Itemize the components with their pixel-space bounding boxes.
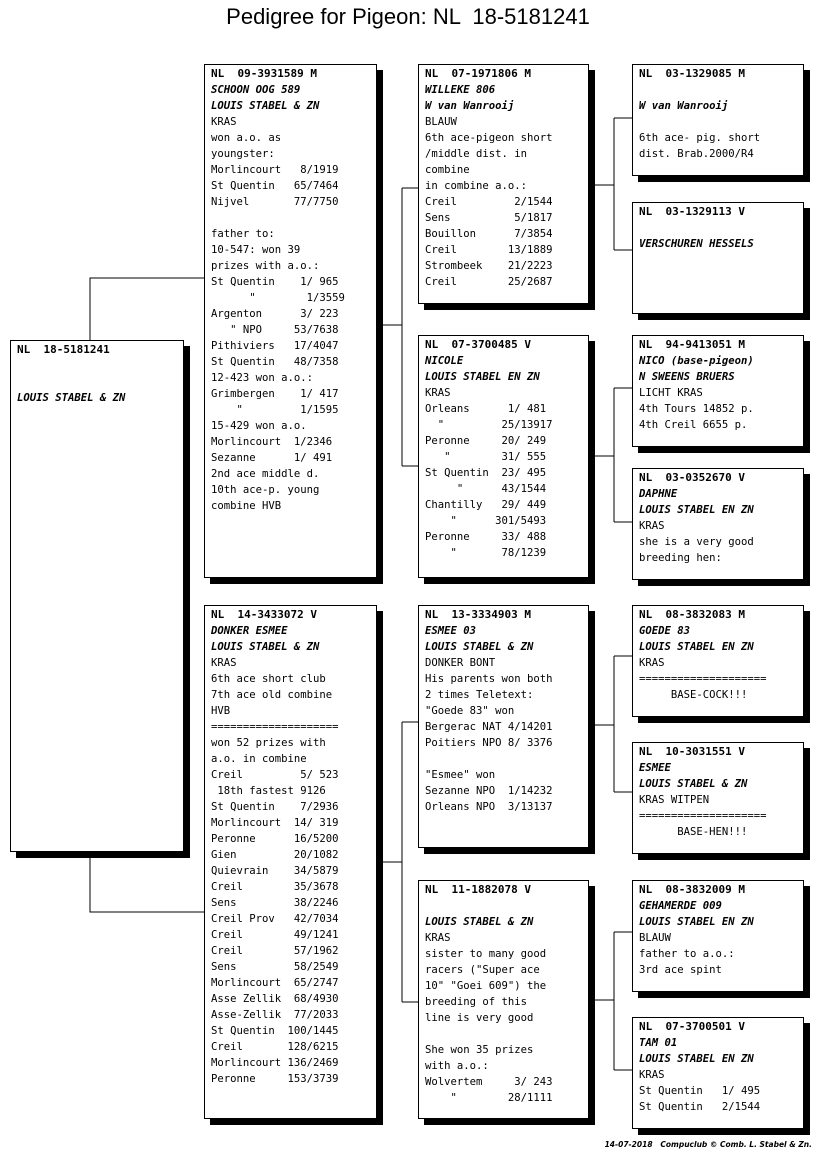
info-line: BASE-HEN!!!	[639, 826, 748, 838]
info-line: St Quentin 1/ 965	[211, 276, 339, 288]
ring-number: NL 14-3433072 V	[211, 608, 317, 621]
pedigree-card-sire	[204, 64, 377, 578]
info-line: Creil Prov 42/7034	[211, 913, 339, 925]
pigeon-name: SCHOON OOG 589	[211, 84, 301, 96]
owner-name: LOUIS STABEL EN ZN	[425, 371, 540, 383]
info-line: KRAS	[211, 657, 237, 669]
info-line: sister to many good	[425, 948, 547, 960]
pigeon-name: WILLEKE 806	[425, 84, 496, 96]
pedigree-card-dam-dam	[418, 880, 589, 1119]
info-line: KRAS	[639, 1069, 665, 1081]
info-line: Creil 128/6215	[211, 1041, 339, 1053]
pigeon-name: ESMEE 03	[425, 625, 477, 637]
info-line: 3rd ace spint	[639, 964, 722, 976]
page-title: Pedigree for Pigeon: NL 18-5181241	[226, 4, 590, 29]
ring-number: NL 07-3700485 V	[425, 338, 531, 351]
info-line: Asse Zellik 68/4930	[211, 993, 339, 1005]
info-line: Pithiviers 17/4047	[211, 340, 339, 352]
info-line: 4th Creil 6655 p.	[639, 419, 748, 431]
owner-name: N SWEENS BRUERS	[639, 371, 735, 383]
info-line: Creil 13/1889	[425, 244, 553, 256]
owner-name: VERSCHUREN HESSELS	[639, 238, 754, 250]
info-line: Sezanne 1/ 491	[211, 452, 333, 464]
info-line: 10-547: won 39	[211, 244, 301, 256]
pigeon-name: NICOLE	[425, 355, 464, 367]
owner-name: LOUIS STABEL & ZN	[425, 641, 534, 653]
info-line: KRAS	[639, 520, 665, 532]
pedigree-card-sire-sire	[418, 64, 589, 304]
pedigree-card-dam	[204, 605, 377, 1119]
info-line: Argenton 3/ 223	[211, 308, 339, 320]
info-line: Creil 49/1241	[211, 929, 339, 941]
owner-name: LOUIS STABEL & ZN	[17, 392, 126, 404]
pigeon-name: TAM 01	[639, 1037, 678, 1049]
info-line: Sezanne NPO 1/14232	[425, 785, 553, 797]
ring-number: NL 07-1971806 M	[425, 67, 531, 80]
pedigree-card-sire-dam	[418, 335, 589, 578]
pedigree-card-dam-sire	[418, 605, 589, 848]
pigeon-name: DONKER ESMEE	[211, 625, 288, 637]
info-line: "Goede 83" won	[425, 705, 515, 717]
info-line: His parents won both	[425, 673, 553, 685]
info-line: Peronne 33/ 488	[425, 531, 547, 543]
info-line: Sens 5/1817	[425, 212, 553, 224]
info-line: St Quentin 48/7358	[211, 356, 339, 368]
info-line: "Esmee" won	[425, 769, 496, 781]
spacer-line	[17, 374, 178, 390]
info-line: " 78/1239	[425, 547, 547, 559]
ring-number: NL 03-1329085 M	[639, 67, 745, 80]
pigeon-name: ESMEE	[639, 762, 671, 774]
info-line: Morlincourt 1/2346	[211, 436, 333, 448]
info-line: Morlincourt 14/ 319	[211, 817, 339, 829]
info-line: Bergerac NAT 4/14201	[425, 721, 553, 733]
info-line: Creil 57/1962	[211, 945, 339, 957]
info-line: racers ("Super ace	[425, 964, 540, 976]
info-line: 4th Tours 14852 p.	[639, 403, 754, 415]
info-line: 2nd ace middle d.	[211, 468, 320, 480]
info-line: St Quentin 65/7464	[211, 180, 339, 192]
info-line: father to:	[211, 228, 275, 240]
info-line	[211, 210, 371, 226]
info-line: Sens 38/2246	[211, 897, 339, 909]
info-line: combine HVB	[211, 500, 282, 512]
info-line: in combine a.o.:	[425, 180, 528, 192]
ring-number: NL 07-3700501 V	[639, 1020, 745, 1033]
owner-name: LOUIS STABEL EN ZN	[639, 916, 754, 928]
info-line: Orleans 1/ 481	[425, 403, 547, 415]
info-line: St Quentin 7/2936	[211, 801, 339, 813]
info-line: a.o. in combine	[211, 753, 307, 765]
info-line: father to a.o.:	[639, 948, 735, 960]
ring-number: NL 18-5181241	[17, 343, 110, 356]
pedigree-card-sire-sire-sire	[632, 64, 804, 176]
info-line: Peronne 16/5200	[211, 833, 339, 845]
info-line: Gien 20/1082	[211, 849, 339, 861]
info-line: breeding hen:	[639, 552, 722, 564]
info-line: ====================	[639, 810, 767, 822]
info-line: " NPO 53/7638	[211, 324, 339, 336]
owner-name: W van Wanrooij	[639, 100, 729, 112]
info-line: 10th ace-p. young	[211, 484, 320, 496]
pigeon-name	[639, 82, 798, 98]
owner-name: LOUIS STABEL & ZN	[639, 778, 748, 790]
info-line: HVB	[211, 705, 231, 717]
info-line: with a.o.:	[425, 1060, 489, 1072]
info-line: Quievrain 34/5879	[211, 865, 339, 877]
info-line: Strombeek 21/2223	[425, 260, 553, 272]
info-line: she is a very good	[639, 536, 754, 548]
info-line: KRAS	[639, 657, 665, 669]
footer-credit: 14-07-2018 Compuclub © Comb. L. Stabel & Zn.	[604, 1140, 812, 1149]
info-line: 6th ace- pig. short	[639, 132, 761, 144]
info-line: youngster:	[211, 148, 275, 160]
ring-number: NL 08-3832083 M	[639, 608, 745, 621]
info-line: won a.o. as	[211, 132, 282, 144]
info-line: Creil 5/ 523	[211, 769, 339, 781]
info-line: KRAS	[425, 932, 451, 944]
info-line: Nijvel 77/7750	[211, 196, 339, 208]
info-line: BASE-COCK!!!	[639, 689, 748, 701]
info-line: Creil 2/1544	[425, 196, 553, 208]
info-line: DONKER BONT	[425, 657, 496, 669]
info-line: " 301/5493	[425, 515, 547, 527]
info-line: " 28/1111	[425, 1092, 553, 1104]
pedigree-card-sire-dam-dam	[632, 468, 804, 580]
info-line: Morlincourt 65/2747	[211, 977, 339, 989]
ring-number: NL 10-3031551 V	[639, 745, 745, 758]
pedigree-card-sire-sire-dam	[632, 202, 804, 314]
info-line: Grimbergen 1/ 417	[211, 388, 339, 400]
pedigree-card-dam-dam-dam	[632, 1017, 804, 1129]
info-line: Morlincourt 8/1919	[211, 164, 339, 176]
ring-number: NL 08-3832009 M	[639, 883, 745, 896]
info-line	[425, 1026, 583, 1042]
info-line: " 43/1544	[425, 483, 547, 495]
info-line: " 1/1595	[211, 404, 339, 416]
owner-name: LOUIS STABEL EN ZN	[639, 504, 754, 516]
info-line: dist. Brab.2000/R4	[639, 148, 754, 160]
info-line: Bouillon 7/3854	[425, 228, 553, 240]
info-line: BLAUW	[639, 932, 671, 944]
info-line: KRAS WITPEN	[639, 794, 710, 806]
info-line: ====================	[211, 721, 339, 733]
ring-number: NL 11-1882078 V	[425, 883, 531, 896]
info-line: Poitiers NPO 8/ 3376	[425, 737, 553, 749]
info-line: 6th ace short club	[211, 673, 326, 685]
owner-name: LOUIS STABEL & ZN	[211, 100, 320, 112]
info-line: Peronne 20/ 249	[425, 435, 547, 447]
info-line: line is very good	[425, 1012, 534, 1024]
info-line: /middle dist. in	[425, 148, 528, 160]
info-line: 10" "Goei 609") the	[425, 980, 547, 992]
info-line: 15-429 won a.o.	[211, 420, 307, 432]
pedigree-card-dam-sire-sire	[632, 605, 804, 717]
pedigree-card-subject	[10, 340, 184, 852]
info-line: Sens 58/2549	[211, 961, 339, 973]
info-line: " 1/3559	[211, 292, 345, 304]
info-line: Morlincourt 136/2469	[211, 1057, 339, 1069]
info-line: Orleans NPO 3/13137	[425, 801, 553, 813]
info-line: Creil 35/3678	[211, 881, 339, 893]
info-line: Peronne 153/3739	[211, 1073, 339, 1085]
info-line: KRAS	[425, 387, 451, 399]
pigeon-name: GOEDE 83	[639, 625, 691, 637]
info-line: breeding of this	[425, 996, 528, 1008]
ring-number: NL 94-9413051 M	[639, 338, 745, 351]
info-line: 2 times Teletext:	[425, 689, 534, 701]
owner-name: LOUIS STABEL EN ZN	[639, 641, 754, 653]
info-line: LICHT KRAS	[639, 387, 703, 399]
pedigree-card-sire-dam-sire	[632, 335, 804, 447]
info-line	[425, 751, 583, 767]
info-line: Chantilly 29/ 449	[425, 499, 547, 511]
info-line: combine	[425, 164, 470, 176]
info-line: KRAS	[211, 116, 237, 128]
info-line: St Quentin 100/1445	[211, 1025, 339, 1037]
info-line: 7th ace old combine	[211, 689, 333, 701]
info-line: 6th ace-pigeon short	[425, 132, 553, 144]
info-line: 12-423 won a.o.:	[211, 372, 314, 384]
ring-number: NL 03-0352670 V	[639, 471, 745, 484]
info-line: 18th fastest 9126	[211, 785, 326, 797]
owner-name: LOUIS STABEL & ZN	[425, 916, 534, 928]
info-line: Creil 25/2687	[425, 276, 553, 288]
info-line: prizes with a.o.:	[211, 260, 320, 272]
pedigree-card-dam-dam-sire	[632, 880, 804, 992]
info-line: won 52 prizes with	[211, 737, 326, 749]
ring-number: NL 03-1329113 V	[639, 205, 745, 218]
info-line: BLAUW	[425, 116, 457, 128]
ring-number: NL 13-3334903 M	[425, 608, 531, 621]
info-line	[639, 114, 798, 130]
pedigree-card-dam-sire-dam	[632, 742, 804, 854]
ring-number: NL 09-3931589 M	[211, 67, 317, 80]
info-line: St Quentin 1/ 495	[639, 1085, 761, 1097]
owner-name: LOUIS STABEL EN ZN	[639, 1053, 754, 1065]
info-line: St Quentin 2/1544	[639, 1101, 761, 1113]
pigeon-name: DAPHNE	[639, 488, 678, 500]
pigeon-name: GEHAMERDE 009	[639, 900, 722, 912]
info-line: Wolvertem 3/ 243	[425, 1076, 553, 1088]
pigeon-name	[425, 898, 583, 914]
owner-name: LOUIS STABEL & ZN	[211, 641, 320, 653]
info-line: ====================	[639, 673, 767, 685]
info-line: " 25/13917	[425, 419, 553, 431]
pigeon-name: NICO (base-pigeon)	[639, 355, 754, 367]
info-line: St Quentin 23/ 495	[425, 467, 547, 479]
pigeon-name	[17, 358, 178, 374]
pigeon-name	[639, 220, 798, 236]
info-line: She won 35 prizes	[425, 1044, 534, 1056]
info-line: Asse-Zellik 77/2033	[211, 1009, 339, 1021]
info-line: " 31/ 555	[425, 451, 547, 463]
owner-name: W van Wanrooij	[425, 100, 515, 112]
